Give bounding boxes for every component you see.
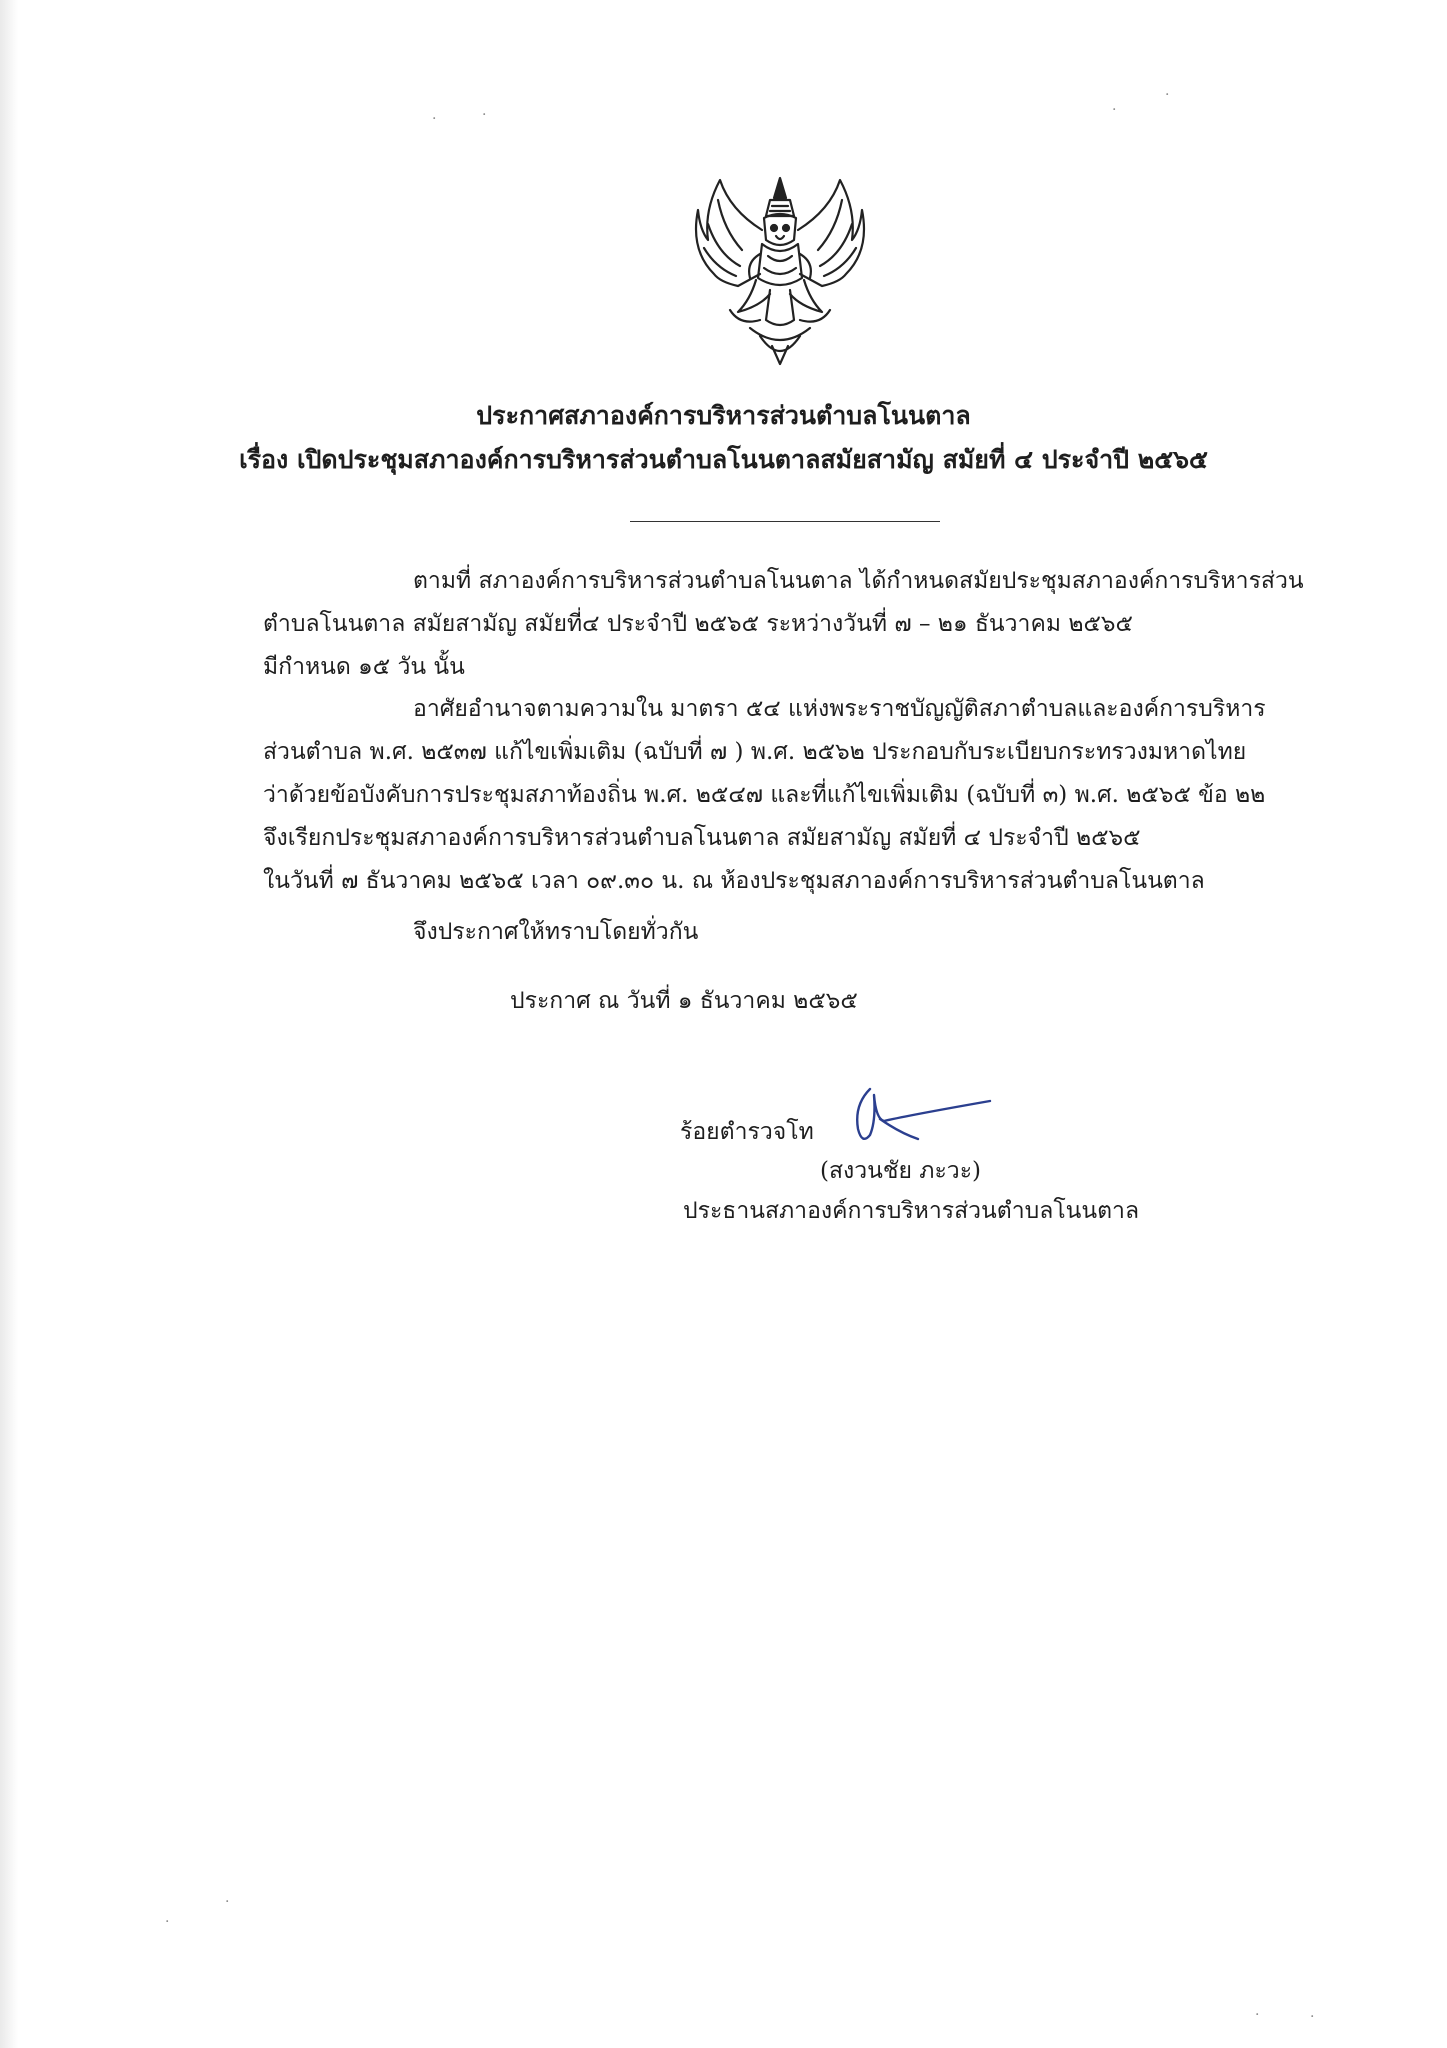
paragraph-line: ตำบลโนนตาล สมัยสามัญ สมัยที่๔ ประจำปี ๒๕๖๕ ระหว่างวันที่ ๗ – ๒๑ ธันวาคม ๒๕๖๕ bbox=[263, 611, 1133, 637]
garuda-emblem-icon bbox=[690, 170, 870, 370]
signer-name: (สงวนชัย ภะวะ) bbox=[820, 1158, 982, 1184]
paragraph-line: ในวันที่ ๗ ธันวาคม ๒๕๖๕ เวลา ๐๙.๓๐ น. ณ ห้องประชุมสภาองค์การบริหารส่วนตำบลโนนตาล bbox=[263, 868, 1205, 894]
handwritten-signature bbox=[840, 1075, 1000, 1155]
paragraph-line: ส่วนตำบล พ.ศ. ๒๕๓๗ แก้ไขเพิ่มเติม (ฉบับที่ ๗ ) พ.ศ. ๒๕๖๒ ประกอบกับระเบียบกระทรวงมหาดไทย bbox=[263, 739, 1247, 765]
body-paragraph-1 bbox=[263, 560, 1303, 689]
paragraph-line: ตามที่ สภาองค์การบริหารส่วนตำบลโนนตาล ได้กำหนดสมัยประชุมสภาองค์การบริหารส่วน bbox=[413, 568, 1304, 594]
scan-speck: · bbox=[165, 1914, 170, 1930]
body-paragraph-2 bbox=[263, 688, 1303, 903]
scan-speck: · bbox=[482, 107, 487, 123]
closing-statement: จึงประกาศให้ทราบโดยทั่วกัน bbox=[413, 919, 699, 945]
scan-speck: · bbox=[1165, 87, 1170, 103]
scan-speck: · bbox=[432, 111, 437, 127]
signer-position: ประธานสภาองค์การบริหารส่วนตำบลโนนตาล bbox=[683, 1198, 1140, 1224]
paragraph-line: มีกำหนด ๑๕ วัน นั้น bbox=[263, 654, 465, 680]
scan-speck: · bbox=[1112, 102, 1117, 118]
paragraph-line: จึงเรียกประชุมสภาองค์การบริหารส่วนตำบลโนนตาล สมัยสามัญ สมัยที่ ๔ ประจำปี ๒๕๖๕ bbox=[263, 825, 1141, 851]
scan-edge-shadow bbox=[0, 0, 18, 2048]
paragraph-line: อาศัยอำนาจตามความใน มาตรา ๕๔ แห่งพระราชบัญญัติสภาตำบลและองค์การบริหาร bbox=[413, 696, 1266, 722]
scan-speck: · bbox=[1310, 2009, 1315, 2025]
paragraph-line: ว่าด้วยข้อบังคับการประชุมสภาท้องถิ่น พ.ศ. ๒๕๔๗ และที่แก้ไขเพิ่มเติม (ฉบับที่ ๓) พ.ศ. ๒๕๖๕ ข้อ ๒๒ bbox=[263, 782, 1266, 808]
signer-rank: ร้อยตำรวจโท bbox=[680, 1119, 814, 1145]
title-divider bbox=[630, 521, 940, 522]
announcement-subject: เรื่อง เปิดประชุมสภาองค์การบริหารส่วนตำบลโนนตาลสมัยสามัญ สมัยที่ ๔ ประจำปี ๒๕๖๕ bbox=[239, 445, 1208, 474]
announcement-title: ประกาศสภาองค์การบริหารส่วนตำบลโนนตาล bbox=[476, 401, 971, 430]
scan-speck: · bbox=[1255, 2007, 1260, 2023]
scan-speck: · bbox=[225, 1894, 230, 1910]
announcement-date: ประกาศ ณ วันที่ ๑ ธันวาคม ๒๕๖๕ bbox=[510, 988, 858, 1014]
